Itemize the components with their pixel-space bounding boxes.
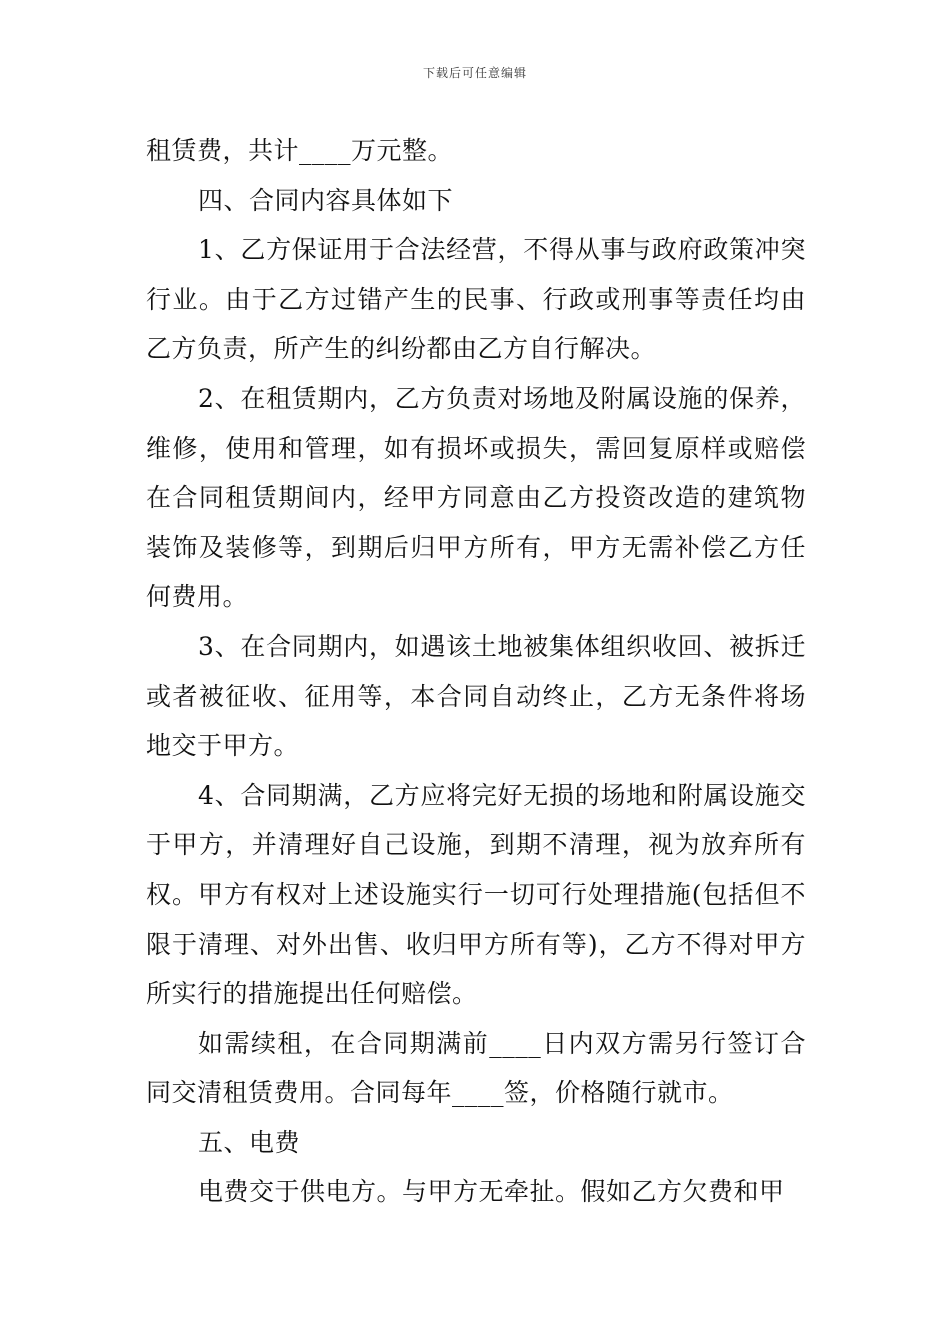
paragraph-renewal: 如需续租，在合同期满前____日内双方需另行签订合同交清租赁费用。合同每年____签，价格随行就市。: [146, 1028, 806, 1108]
contract-body: [146, 126, 806, 1217]
paragraph-rent-total: 租赁费，共计____万元整。: [146, 136, 454, 165]
page-header-note: 下载后可任意编辑: [422, 66, 527, 80]
clause-1: 1、乙方保证用于合法经营，不得从事与政府政策冲突行业。由于乙方过错产生的民事、行政或刑事等责任均由乙方负责，所产生的纠纷都由乙方自行解决。: [146, 235, 806, 364]
paragraph-electricity: 电费交于供电方。与甲方无牵扯。假如乙方欠费和甲: [198, 1177, 785, 1207]
clause-2: 2、在租赁期内，乙方负责对场地及附属设施的保养，维修，使用和管理，如有损坏或损失，需回复原样或赔偿在合同租赁期间内，经甲方同意由乙方投资改造的建筑物装饰及装修等，到期后归甲方所有，甲方无需补偿乙方任何费用。: [146, 383, 806, 612]
section-heading-electricity: 五、电费: [198, 1127, 301, 1157]
clause-4: 4、合同期满，乙方应将完好无损的场地和附属设施交于甲方，并清理好自己设施，到期不清理，视为放弃所有权。甲方有权对上述设施实行一切可行处理措施(包括但不限于清理、对外出售、收归甲方所有等)，乙方不得对甲方所实行的措施提出任何赔偿。: [146, 780, 806, 1009]
clause-3: 3、在合同期内，如遇该土地被集体组织收回、被拆迁或者被征收、征用等，本合同自动终止，乙方无条件将场地交于甲方。: [146, 631, 806, 761]
section-heading-contract-content: 四、合同内容具体如下: [198, 185, 454, 215]
